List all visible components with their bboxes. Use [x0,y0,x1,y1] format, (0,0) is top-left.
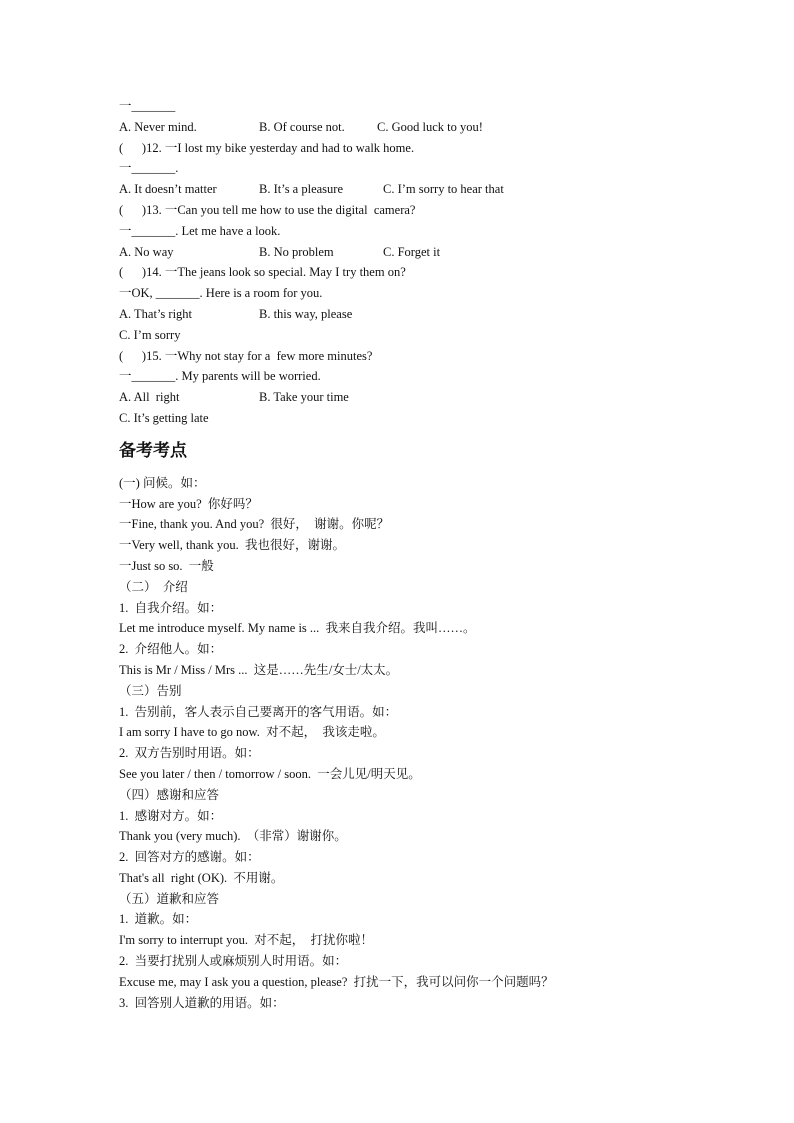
q12-answer-line: 一_______. [119,161,179,176]
section-line: （二） 介绍 [119,579,188,594]
q12-option-c: C. I’m sorry to hear that [383,182,504,197]
q15-option-c: C. It’s getting late [119,410,209,425]
q15-question: ( )15. 一Why not stay for a few more minutes? [119,348,373,363]
section-line: 1. 感谢对方。如： [119,808,223,823]
section-line: 1. 自我介绍。如： [119,600,223,615]
section-line: 一How are you? 你好吗？ [119,496,258,511]
q15-option-a: A. All right [119,390,180,405]
q14-option-c: C. I’m sorry [119,327,181,342]
q11-option-a: A. Never mind. [119,119,197,134]
q13-question: ( )13. 一Can you tell me how to use the digital camera? [119,202,416,217]
section-line: （四）感谢和应答 [119,787,220,802]
section-line: 一Fine, thank you. And you? 很好， 谢谢。你呢？ [119,517,390,532]
q13-answer-line: 一_______. Let me have a look. [119,223,281,238]
q11-answer-line: 一_______ [119,99,176,113]
q14-options [119,304,719,325]
section-line: 3. 回答别人道歉的用语。如： [119,995,285,1010]
q15-option-b: B. Take your time [259,390,349,405]
section-line: 1. 告别前，客人表示自己要离开的客气用语。如： [119,704,398,719]
q13-option-a: A. No way [119,244,174,259]
q12-option-b: B. It’s a pleasure [259,182,344,197]
section-line: This is Mr / Miss / Mrs ... 这是……先生/女士/太太。 [119,662,399,677]
section-line: （三）告别 [119,683,182,698]
section-line: 2. 回答对方的感谢。如： [119,850,260,865]
q14-answer-line: 一OK, _______. Here is a room for you. [119,286,323,301]
section-line: See you later / then / tomorrow / soon. 一会儿见/明天见。 [119,766,421,781]
q13-option-b: B. No problem [259,244,334,259]
section-line: Excuse me, may I ask you a question, please? 打扰一下，我可以问你一个问题吗？ [119,974,554,989]
q12-question: ( )12. 一I lost my bike yesterday and had to walk home. [119,140,415,155]
section-line: That's all right (OK). 不用谢。 [119,870,284,885]
q11-option-c: C. Good luck to you! [377,119,483,134]
section-heading: 备考考点 [119,440,187,461]
q15-answer-line: 一_______. My parents will be worried. [119,369,321,384]
q14-question: ( )14. 一The jeans look so special. May I try them on? [119,265,406,280]
section-line: 一Just so so. 一般 [119,558,214,573]
q12-option-a: A. It doesn’t matter [119,182,217,197]
section-line: 2. 介绍他人。如： [119,642,223,657]
section-line: I'm sorry to interrupt you. 对不起， 打扰你啦！ [119,933,373,948]
q15-options [119,387,719,408]
section-line: 一Very well, thank you. 我也很好，谢谢。 [119,538,346,553]
q11-option-b: B. Of course not. [259,119,345,134]
q11-options [119,117,719,138]
q14-option-a: A. That’s right [119,306,193,321]
section-line: 2. 双方告别时用语。如： [119,746,260,761]
q14-option-b: B. this way, please [259,306,353,321]
document-page [119,96,719,1013]
q13-option-c: C. Forget it [383,244,441,259]
q12-options [119,179,719,200]
section-line: （五）道歉和应答 [119,891,220,906]
section-line: Thank you (very much). （非常）谢谢你。 [119,829,347,844]
q13-options [119,242,719,263]
section-line: 1. 道歉。如： [119,912,198,927]
section-line: (一) 问候。如： [119,475,206,490]
section-line: Let me introduce myself. My name is ... 我来自我介绍。我叫……。 [119,621,476,636]
section-line: I am sorry I have to go now. 对不起， 我该走啦。 [119,725,385,740]
section-line: 2. 当要打扰别人或麻烦别人时用语。如： [119,954,348,969]
